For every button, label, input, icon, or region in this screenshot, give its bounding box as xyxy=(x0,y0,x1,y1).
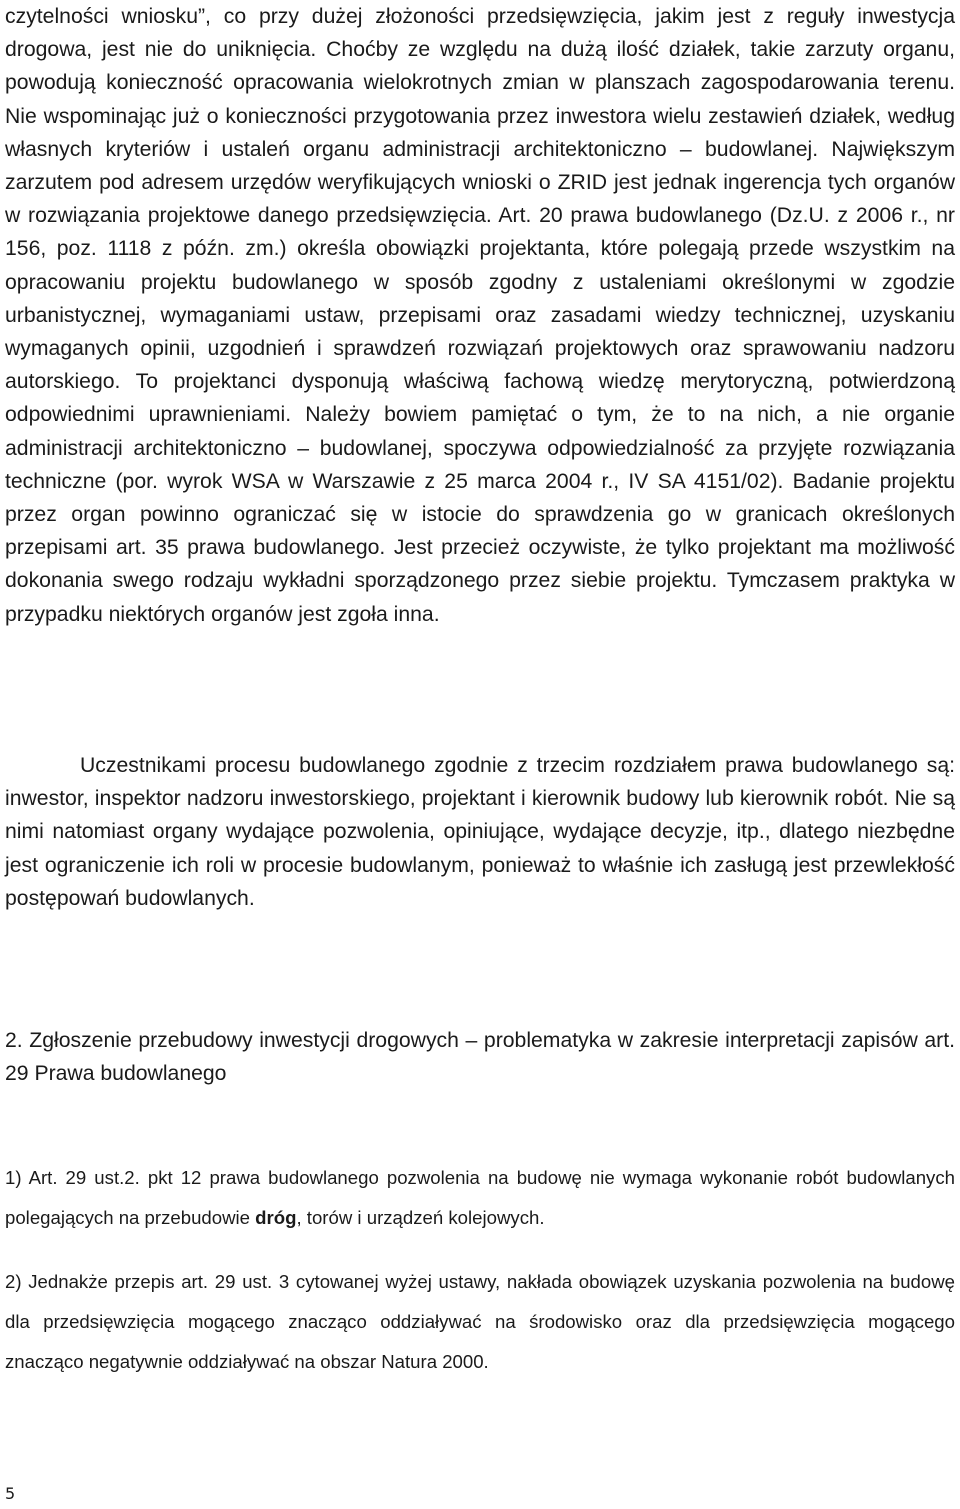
list-item-1-after: , torów i urządzeń kolejowych. xyxy=(296,1207,545,1228)
page-number: 5 xyxy=(5,1484,16,1503)
list-item-1-before: 1) Art. 29 ust.2. pkt 12 prawa budowlanego pozwolenia na budowę nie wymaga wykonanie robót budowlanych polegających na przebudowie xyxy=(5,1167,955,1228)
paragraph-body-2-text: Uczestnikami procesu budowlanego zgodnie z trzecim rozdziałem prawa budowlanego są: inwestor, inspektor nadzoru inwestorskiego, projektant i kierownik budowy lub kierownik robót. Nie są nimi natomiast organy wydające pozwolenia, opiniujące, wydające decyzje, itp., dlatego niezbędne jest ograniczenie ich roli w procesie budowlanym, ponieważ to właśnie ich zasługą jest przewlekłość postępowań budowlanych. xyxy=(5,754,955,910)
paragraph-body-1: czytelności wniosku”, co przy dużej złożoności przedsięwzięcia, jakim jest z reguły inwestycja drogowa, jest nie do uniknięcia. Choćby ze względu na dużą ilość działek, takie zarzuty organu, powodują konieczność opracowania wielokrotnych zmian w planszach zagospodarowania terenu. Nie wspominając już o konieczności przygotowania przez inwestora wielu zestawień działek, według własnych kryteriów i ustaleń organu administracji architektoniczno – budowlanej. Największym zarzutem pod adresem urzędów weryfikujących wnioski o ZRID jest jednak ingerencja tych organów w rozwiązania projektowe danego przedsięwzięcia. Art. 20 prawa budowlanego (Dz.U. z 2006 r., nr 156, poz. 1118 z późn. zm.) określa obowiązki projektanta, które polegają przede wszystkim na opracowaniu projektu budowlanego w sposób zgodny z ustaleniami określonymi w zgodzie urbanistycznej, wymaganiami ustaw, przepisami oraz zasadami wiedzy technicznej, uzyskaniu wymaganych opinii, uzgodnień i sprawdzeń rozwiązań projektowych oraz sprawowaniu nadzoru autorskiego. To projektanci dysponują właściwą fachową wiedzę merytoryczną, potwierdzoną odpowiednimi uprawnieniami. Należy bowiem pamiętać o tym, że to na nich, a nie organie administracji architektoniczno – budowlanej, spoczywa odpowiedzialność za przyjęte rozwiązania techniczne (por. wyrok WSA w Warszawie z 25 marca 2004 r., IV SA 4151/02). Badanie projektu przez organ powinno ograniczać się w istocie do sprawdzenia go w granicach określonych przepisami art. 35 prawa budowlanego. Jest przecież oczywiste, że tylko projektant ma możliwość dokonania swego rodzaju wykładni sporządzonego przez siebie projektu. Tymczasem praktyka w przypadku niektórych organów jest zgoła inna. xyxy=(5,5,955,626)
list-item-1-bold: dróg xyxy=(255,1207,297,1228)
list-item-1 xyxy=(5,1158,955,1238)
paragraph-body-2 xyxy=(5,749,955,915)
list-item-2: 2) Jednakże przepis art. 29 ust. 3 cytowanej wyżej ustawy, nakłada obowiązek uzyskania pozwolenia na budowę dla przedsięwzięcia mogącego znacząco oddziaływać na środowisko oraz dla przedsięwzięcia mogącego znacząco negatywnie oddziaływać na obszar Natura 2000. xyxy=(5,1271,955,1372)
section-heading: 2. Zgłoszenie przebudowy inwestycji drogowych – problematyka w zakresie interpretacji zapisów art. 29 Prawa budowlanego xyxy=(5,1029,955,1086)
